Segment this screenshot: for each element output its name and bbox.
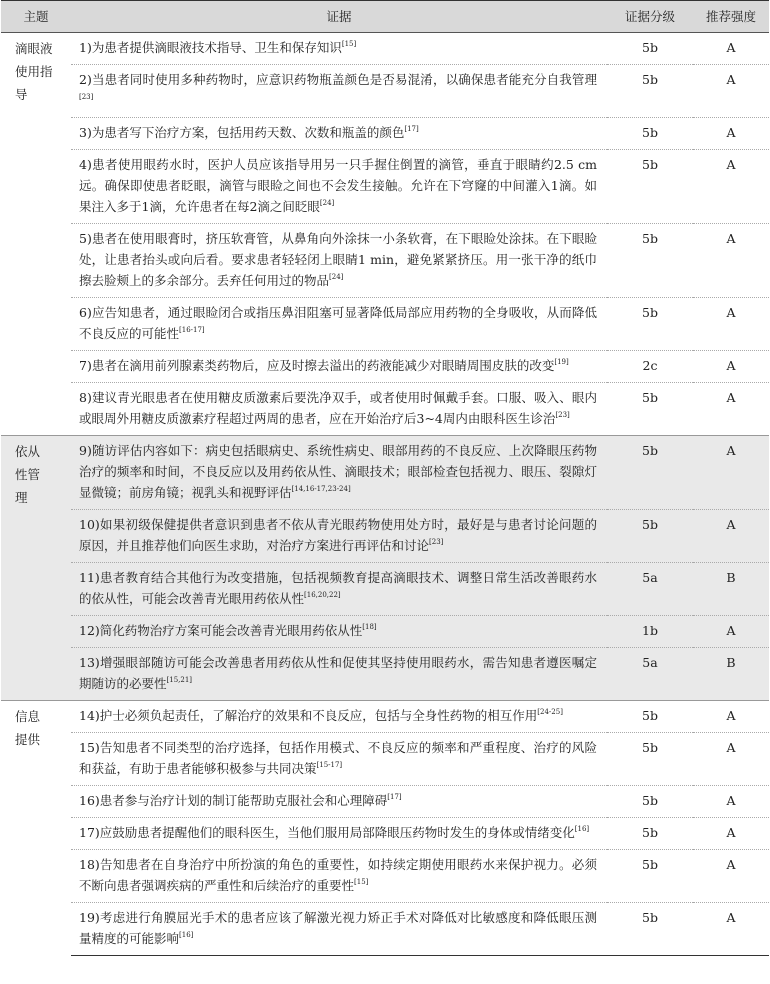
evidence-cell (71, 903, 607, 956)
citation-ref: [24] (329, 273, 344, 281)
evidence-text: 17)应鼓励患者提醒他们的眼科医生，当他们服用局部降眼压药物时发生的身体或情绪变化 (79, 825, 575, 840)
recommendation-strength: A (693, 436, 769, 510)
recommendation-strength: A (693, 733, 769, 786)
evidence-text: 9)随访评估内容如下：病史包括眼病史、系统性病史、眼部用药的不良反应、上次降眼压药物治疗的频率和时间，不良反应以及用药依从性、滴眼技术；眼部检查包括视力、眼压、裂隙灯显微镜；前房角镜；视乳头和视野评估 (79, 443, 597, 500)
recommendation-strength: A (693, 65, 769, 118)
recommendation-strength: A (693, 616, 769, 648)
evidence-grade: 5b (607, 510, 693, 563)
evidence-grade: 5b (607, 903, 693, 956)
evidence-text: 8)建议青光眼患者在使用糖皮质激素后要洗净双手，或者使用时佩戴手套。口服、吸入、眼内或眼周外用糖皮质激素疗程超过两周的患者，应在开始治疗后3~4周内由眼科医生诊治 (79, 390, 597, 426)
evidence-text: 1)为患者提供滴眼液技术指导、卫生和保存知识 (79, 40, 342, 55)
recommendation-strength: A (693, 850, 769, 903)
table-row (1, 733, 769, 786)
evidence-cell (71, 224, 607, 298)
evidence-grade: 1b (607, 616, 693, 648)
evidence-cell (71, 150, 607, 224)
recommendation-strength: A (693, 150, 769, 224)
table-row (1, 818, 769, 850)
section-topic (1, 436, 71, 701)
evidence-text: 6)应告知患者，通过眼睑闭合或指压鼻泪阻塞可显著降低局部应用药物的全身吸收，从而降低不良反应的可能性 (79, 305, 597, 341)
citation-ref: [14,16-17,23-24] (291, 485, 351, 493)
table-row (1, 903, 769, 956)
citation-ref: [24-25] (537, 708, 563, 716)
evidence-grade: 5b (607, 786, 693, 818)
citation-ref: [18] (362, 623, 377, 631)
evidence-cell (71, 648, 607, 701)
table-row (1, 436, 769, 510)
evidence-text: 13)增强眼部随访可能会改善患者用药依从性和促使其坚持使用眼药水，需告知患者遵医嘱定期随访的必要性 (79, 655, 597, 691)
table-row (1, 118, 769, 150)
evidence-grade: 5b (607, 701, 693, 733)
evidence-grade: 5b (607, 733, 693, 786)
evidence-grade: 5b (607, 298, 693, 351)
citation-ref: [15-17] (316, 761, 343, 769)
citation-ref: [16] (179, 931, 194, 939)
evidence-cell (71, 383, 607, 436)
recommendation-strength: A (693, 701, 769, 733)
header-recommendation: 推荐强度 (693, 1, 769, 33)
section-topic-text: 依从性管理 (15, 444, 41, 505)
citation-ref: [23] (555, 411, 570, 419)
evidence-text: 2)当患者同时使用多种药物时，应意识药物瓶盖颜色是否易混淆，以确保患者能充分自我管理 (79, 72, 597, 87)
evidence-grade: 5a (607, 563, 693, 616)
recommendation-strength: A (693, 818, 769, 850)
header-row (1, 1, 769, 33)
citation-ref: [15] (341, 40, 357, 48)
table-row (1, 224, 769, 298)
evidence-grade: 5b (642, 390, 658, 405)
section-topic-text: 信息提供 (15, 709, 41, 747)
evidence-cell (71, 351, 607, 383)
table-row (1, 150, 769, 224)
evidence-text: 7)患者在滴用前列腺素类药物后，应及时擦去溢出的药液能减少对眼睛周围皮肤的改变 (79, 358, 555, 373)
table-row (1, 786, 769, 818)
table-row (1, 298, 769, 351)
recommendation-strength: A (693, 351, 769, 383)
header-grade: 证据分级 (607, 1, 693, 33)
table-row (1, 33, 769, 65)
evidence-grade: 5b (607, 436, 693, 510)
evidence-cell (71, 850, 607, 903)
evidence-grade: 2c (607, 351, 693, 383)
evidence-cell (71, 818, 607, 850)
section-topic (1, 701, 71, 956)
recommendation-strength: A (693, 224, 769, 298)
header-topic: 主题 (1, 1, 71, 33)
citation-ref: [23] (429, 538, 444, 546)
citation-ref: [16] (574, 825, 590, 833)
evidence-grade: 5b (607, 118, 693, 150)
evidence-cell (71, 118, 607, 150)
evidence-cell (71, 563, 607, 616)
evidence-cell (71, 436, 607, 510)
section-2 (1, 436, 769, 701)
evidence-text: 11)患者教育结合其他行为改变措施，包括视频教育提高滴眼技术、调整日常生活改善眼药水的依从性，可能会改善青光眼用药依从性 (79, 570, 597, 606)
citation-ref: [16,20,22] (304, 591, 341, 599)
evidence-grade: 5b (607, 33, 693, 65)
evidence-text: 16)患者参与治疗计划的制订能帮助克服社会和心理障碍 (79, 793, 388, 808)
section-1 (1, 33, 769, 436)
table-row (1, 616, 769, 648)
recommendation-strength: A (693, 33, 769, 65)
evidence-grade: 5b (607, 65, 693, 118)
table-row (1, 850, 769, 903)
evidence-grade: 5b (607, 150, 693, 224)
citation-ref: [16-17] (179, 326, 205, 334)
citation-ref: [19] (554, 358, 569, 366)
citation-ref: [24] (319, 199, 335, 207)
recommendation-strength: A (693, 118, 769, 150)
recommendation-strength: A (726, 390, 736, 405)
section-topic (1, 33, 71, 436)
evidence-grade: 5b (607, 224, 693, 298)
recommendation-strength: A (693, 298, 769, 351)
table-row (1, 65, 769, 118)
table-row (1, 701, 769, 733)
evidence-cell (71, 33, 607, 65)
evidence-text: 12)简化药物治疗方案可能会改善青光眼用药依从性 (79, 623, 363, 638)
evidence-text: 15)告知患者不同类型的治疗选择，包括作用模式、不良反应的频率和严重程度、治疗的风险和获益，有助于患者能够积极参与共同决策 (79, 740, 597, 776)
header-evidence: 证据 (71, 1, 607, 33)
table-row (1, 563, 769, 616)
evidence-text: 4)患者使用眼药水时，医护人员应该指导用另一只手握住倒置的滴管，垂直于眼睛约2.5 cm远。确保即使患者眨眼，滴管与眼睑之间也不会发生接触。允许在下穹窿的中间灌入1滴。如果注入多于1滴，允许患者在每2滴之间眨眼 (79, 157, 597, 214)
recommendation-strength: A (693, 786, 769, 818)
evidence-text: 10)如果初级保健提供者意识到患者不依从青光眼药物使用处方时，最好是与患者讨论问题的原因，并且推荐他们向医生求助，对治疗方案进行再评估和讨论 (79, 517, 597, 553)
table-row (1, 510, 769, 563)
citation-ref: [15,21] (166, 676, 193, 684)
section-topic-text: 滴眼液使用指导 (15, 41, 53, 102)
evidence-table (1, 0, 769, 956)
table-row (1, 383, 769, 436)
evidence-text: 19)考虑进行角膜屈光手术的患者应该了解激光视力矫正手术对降低对比敏感度和降低眼压测量精度的可能影响 (79, 910, 597, 946)
evidence-grade: 5a (607, 648, 693, 701)
evidence-text: 14)护士必须负起责任，了解治疗的效果和不良反应，包括与全身性药物的相互作用 (79, 708, 538, 723)
evidence-cell (71, 65, 607, 118)
recommendation-strength: A (693, 510, 769, 563)
evidence-cell (71, 701, 607, 733)
recommendation-strength: B (693, 648, 769, 701)
table-row (1, 351, 769, 383)
section-3 (1, 701, 769, 956)
evidence-cell (71, 733, 607, 786)
evidence-text: 3)为患者写下治疗方案，包括用药天数、次数和瓶盖的颜色 (79, 125, 405, 140)
evidence-text: 5)患者在使用眼膏时，挤压软膏管，从鼻角向外涂抹一小条软膏，在下眼睑处涂抹。在下眼睑处，让患者抬头或向后看。要求患者轻轻闭上眼睛1 min，避免紧紧挤压。用一张干净的纸巾擦去脸颊上的多余部分。丢弃任何用过的物品 (79, 231, 597, 288)
recommendation-strength: A (693, 903, 769, 956)
evidence-grade: 5b (607, 818, 693, 850)
citation-ref: [23] (79, 93, 94, 101)
citation-ref: [17] (387, 793, 402, 801)
citation-ref: [15] (354, 878, 369, 886)
recommendation-strength: B (693, 563, 769, 616)
evidence-cell (71, 298, 607, 351)
evidence-cell (71, 616, 607, 648)
citation-ref: [17] (404, 125, 419, 133)
evidence-text: 18)告知患者在自身治疗中所扮演的角色的重要性，如持续定期使用眼药水来保护视力。必须不断向患者强调疾病的严重性和后续治疗的重要性 (79, 857, 597, 893)
evidence-cell (71, 510, 607, 563)
evidence-cell (71, 786, 607, 818)
evidence-grade: 5b (607, 850, 693, 903)
table-row (1, 648, 769, 701)
